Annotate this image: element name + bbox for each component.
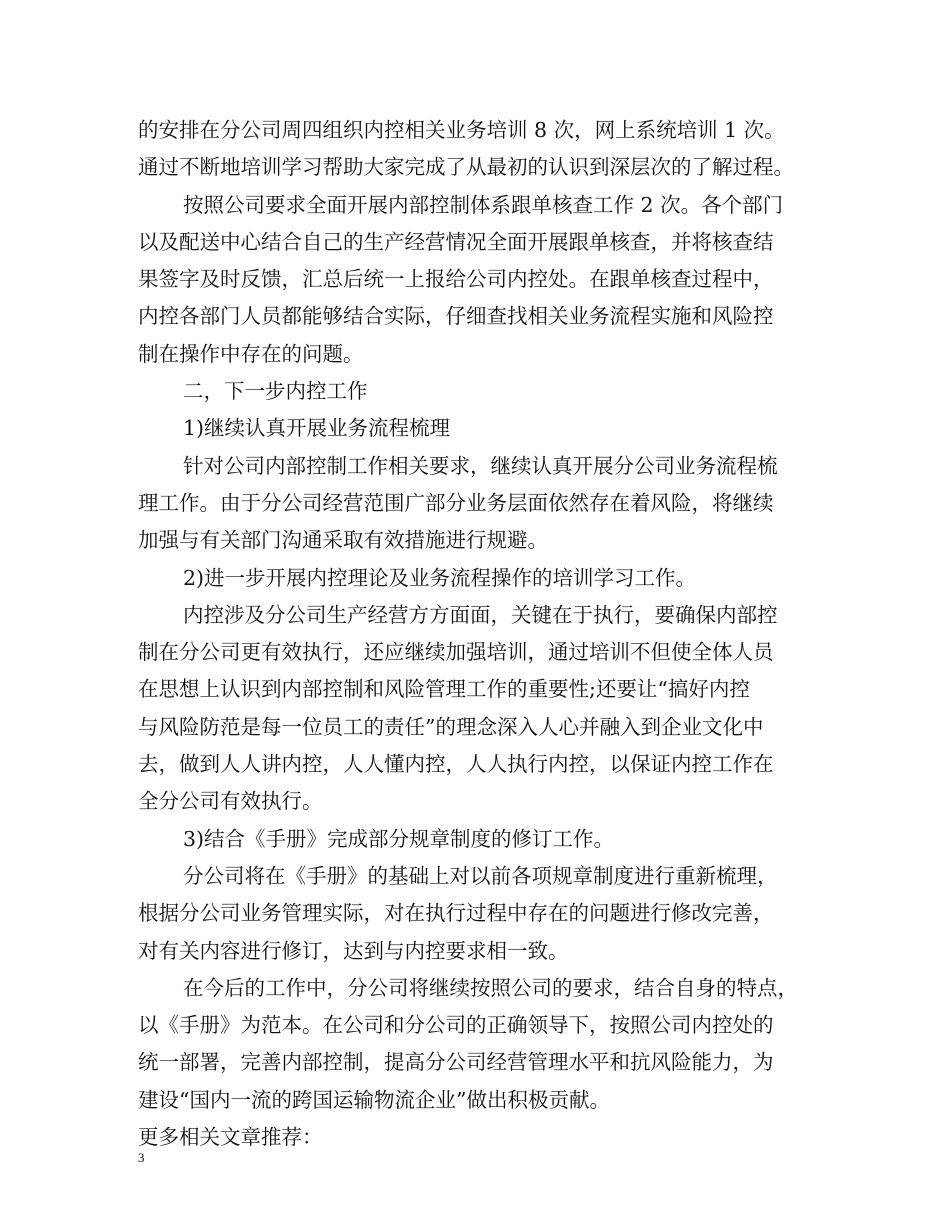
text-line: 分公司将在《手册》的基础上对以前各项规章制度进行重新梳理， [183, 863, 778, 888]
text-line: 二，下一步内控工作 [183, 379, 368, 404]
text-line: 在今后的工作中，分公司将继续按照公司的要求，结合自身的特点， [183, 975, 798, 1000]
text-line: 的安排在分公司周四组织内控相关业务培训 8 次，网上系统培训 1 次。 [138, 118, 785, 142]
text-line: 2)进一步开展内控理论及业务流程操作的培训学习工作。 [183, 565, 697, 590]
body-text [138, 112, 828, 1156]
text-line: 对有关内容进行修订，达到与内控要求相一致。 [138, 938, 569, 963]
text-line: 建设“国内一流的跨国运输物流企业”做出积极贡献。 [138, 1087, 610, 1112]
text-line: 以及配送中心结合自己的生产经营情况全面开展跟单核查，并将核查结 [138, 229, 774, 254]
text-line: 制在分公司更有效执行，还应继续加强培训，通过培训不但使全体人员 [138, 640, 774, 665]
text-line: 在思想上认识到内部控制和风险管理工作的重要性;还要让“搞好内控 [138, 677, 750, 702]
text-line: 内控各部门人员都能够结合实际，仔细查找相关业务流程实施和风险控 [138, 304, 774, 329]
text-line: 通过不断地培训学习帮助大家完成了从最初的认识到深层次的了解过程。 [138, 155, 794, 180]
page-number: 3 [138, 1150, 145, 1165]
text-line: 与风险防范是每一位员工的责任”的理念深入人心并融入到企业文化中 [138, 714, 764, 739]
text-line: 统一部署，完善内部控制，提高分公司经营管理水平和抗风险能力，为 [138, 1050, 774, 1075]
text-line: 内控涉及分公司生产经营方方面面，关键在于执行，要确保内部控 [183, 602, 778, 627]
text-line: 更多相关文章推荐： [138, 1125, 323, 1150]
text-line: 根据分公司业务管理实际，对在执行过程中存在的问题进行修改完善， [138, 901, 774, 926]
text-line: 制在操作中存在的问题。 [138, 341, 364, 366]
text-line: 理工作。由于分公司经营范围广部分业务层面依然存在着风险，将继续 [138, 490, 774, 515]
text-line: 果签字及时反馈，汇总后统一上报给公司内控处。在跟单核查过程中， [138, 267, 774, 292]
text-line: 针对公司内部控制工作相关要求，继续认真开展分公司业务流程梳 [183, 453, 778, 478]
text-line: 去，做到人人讲内控，人人懂内控，人人执行内控，以保证内控工作在 [138, 752, 774, 777]
text-line: 以《手册》为范本。在公司和分公司的正确领导下，按照公司内控处的 [138, 1013, 774, 1038]
text-line: 3)结合《手册》完成部分规章制度的修订工作。 [183, 826, 615, 851]
text-line: 全分公司有效执行。 [138, 789, 323, 814]
text-line: 加强与有关部门沟通采取有效措施进行规避。 [138, 528, 548, 553]
text-line: 1)继续认真开展业务流程梳理 [183, 416, 451, 441]
text-line: 按照公司要求全面开展内部控制体系跟单核查工作 2 次。各个部门 [183, 192, 784, 217]
